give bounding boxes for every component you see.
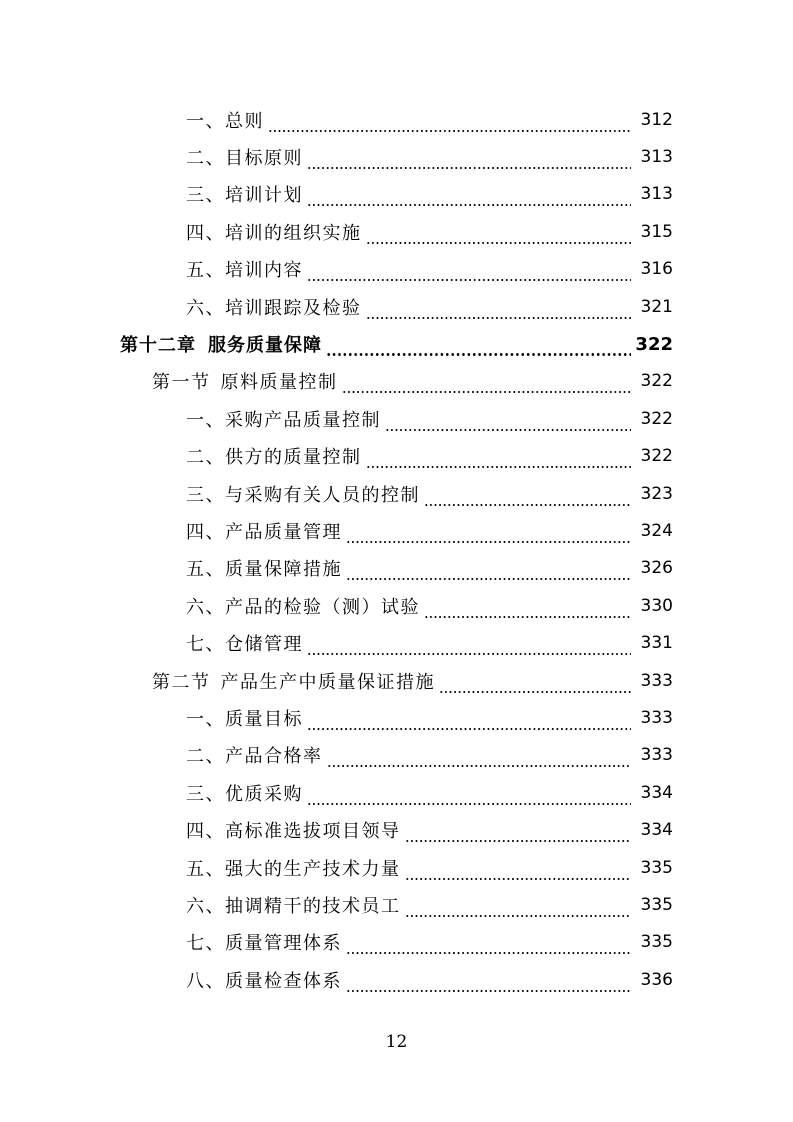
chapter-number: 第十二章	[120, 335, 196, 357]
dot-leader	[307, 152, 631, 170]
toc-entry[interactable]	[0, 251, 793, 288]
toc-entry-page: 316	[640, 259, 673, 280]
section-number: 第二节	[152, 671, 211, 693]
dot-leader	[346, 563, 631, 581]
toc-entry-title: 二、目标原则	[186, 148, 303, 170]
toc-entry-page: 335	[640, 932, 673, 953]
toc-entry-page: 333	[640, 670, 673, 691]
toc-entry[interactable]	[0, 699, 793, 736]
toc-entry[interactable]	[0, 213, 793, 250]
table-of-contents	[0, 101, 793, 998]
toc-entry[interactable]	[0, 288, 793, 325]
toc-entry-page: 336	[640, 969, 673, 990]
toc-chapter-entry[interactable]	[0, 325, 793, 362]
toc-section-title	[152, 368, 338, 394]
toc-section-entry[interactable]	[0, 662, 793, 699]
toc-entry-title: 六、培训跟踪及检验	[186, 297, 362, 319]
toc-entry-page: 331	[640, 633, 673, 654]
dot-leader	[405, 863, 632, 881]
toc-entry-title: 三、培训计划	[186, 185, 303, 207]
toc-section-title	[152, 668, 435, 694]
toc-entry-page: 313	[640, 184, 673, 205]
toc-entry[interactable]	[0, 961, 793, 998]
toc-entry-page: 321	[640, 296, 673, 317]
chapter-name: 服务质量保障	[208, 335, 322, 357]
toc-entry-title: 六、抽调精干的技术员工	[186, 895, 401, 917]
dot-leader	[405, 900, 632, 918]
dot-leader	[307, 638, 631, 656]
toc-entry-page: 313	[640, 147, 673, 168]
toc-entry[interactable]	[0, 924, 793, 961]
dot-leader	[268, 115, 631, 133]
toc-entry-page: 322	[640, 371, 673, 392]
dot-leader	[346, 937, 631, 955]
toc-entry-title: 一、总则	[186, 110, 264, 132]
dot-leader	[366, 227, 632, 245]
toc-section-entry[interactable]	[0, 363, 793, 400]
toc-entry-page: 335	[640, 894, 673, 915]
toc-entry-title: 二、产品合格率	[186, 746, 323, 768]
toc-entry-title: 五、培训内容	[186, 260, 303, 282]
toc-entry-page: 322	[635, 333, 673, 355]
toc-entry-page: 324	[640, 520, 673, 541]
toc-entry-page: 322	[640, 446, 673, 467]
toc-entry[interactable]	[0, 475, 793, 512]
dot-leader	[366, 451, 632, 469]
toc-entry-title: 三、优质采购	[186, 783, 303, 805]
dot-leader	[327, 750, 632, 768]
toc-entry-title: 七、仓储管理	[186, 634, 303, 656]
dot-leader	[385, 414, 631, 432]
toc-entry-title: 七、质量管理体系	[186, 933, 342, 955]
dot-leader	[366, 302, 632, 320]
toc-entry[interactable]	[0, 550, 793, 587]
toc-entry[interactable]	[0, 400, 793, 437]
dot-leader	[307, 713, 631, 731]
toc-entry-page: 312	[640, 109, 673, 130]
toc-entry[interactable]	[0, 138, 793, 175]
toc-entry-title: 五、质量保障措施	[186, 559, 342, 581]
toc-entry-title: 四、高标准选拔项目领导	[186, 821, 401, 843]
toc-chapter-title	[120, 331, 322, 357]
toc-entry-page: 334	[640, 782, 673, 803]
toc-entry[interactable]	[0, 624, 793, 661]
toc-entry[interactable]	[0, 587, 793, 624]
toc-entry-page: 315	[640, 221, 673, 242]
toc-entry-title: 四、产品质量管理	[186, 521, 342, 543]
toc-entry[interactable]	[0, 811, 793, 848]
page-number: 12	[385, 1032, 408, 1052]
toc-entry-title: 四、培训的组织实施	[186, 222, 362, 244]
section-name: 产品生产中质量保证措施	[220, 671, 435, 693]
toc-entry-page: 322	[640, 408, 673, 429]
toc-entry-title: 三、与采购有关人员的控制	[186, 484, 420, 506]
toc-entry-title: 一、采购产品质量控制	[186, 409, 381, 431]
toc-entry-title: 六、产品的检验（测）试验	[186, 596, 420, 618]
toc-entry-page: 330	[640, 595, 673, 616]
toc-entry[interactable]	[0, 176, 793, 213]
toc-entry[interactable]	[0, 849, 793, 886]
dot-leader	[346, 526, 631, 544]
dot-leader	[424, 601, 631, 619]
toc-entry-page: 333	[640, 707, 673, 728]
section-number: 第一节	[152, 372, 211, 394]
dot-leader	[307, 264, 631, 282]
toc-entry[interactable]	[0, 737, 793, 774]
toc-entry[interactable]	[0, 886, 793, 923]
dot-leader	[342, 376, 632, 394]
toc-entry-page: 323	[640, 483, 673, 504]
dot-leader	[307, 788, 631, 806]
dot-leader	[405, 825, 632, 843]
toc-entry-title: 八、质量检查体系	[186, 970, 342, 992]
section-name: 原料质量控制	[220, 372, 338, 394]
dot-leader	[424, 489, 631, 507]
toc-entry-title: 一、质量目标	[186, 708, 303, 730]
toc-entry-page: 333	[640, 745, 673, 766]
toc-entry[interactable]	[0, 101, 793, 138]
toc-entry-page: 326	[640, 558, 673, 579]
toc-entry-page: 334	[640, 820, 673, 841]
dot-leader	[439, 676, 631, 694]
toc-entry-title: 五、强大的生产技术力量	[186, 858, 401, 880]
dot-leader	[326, 339, 631, 357]
toc-entry-page: 335	[640, 857, 673, 878]
dot-leader	[346, 975, 631, 993]
toc-entry[interactable]	[0, 512, 793, 549]
toc-entry[interactable]	[0, 438, 793, 475]
dot-leader	[307, 189, 631, 207]
toc-entry[interactable]	[0, 774, 793, 811]
toc-entry-title: 二、供方的质量控制	[186, 447, 362, 469]
